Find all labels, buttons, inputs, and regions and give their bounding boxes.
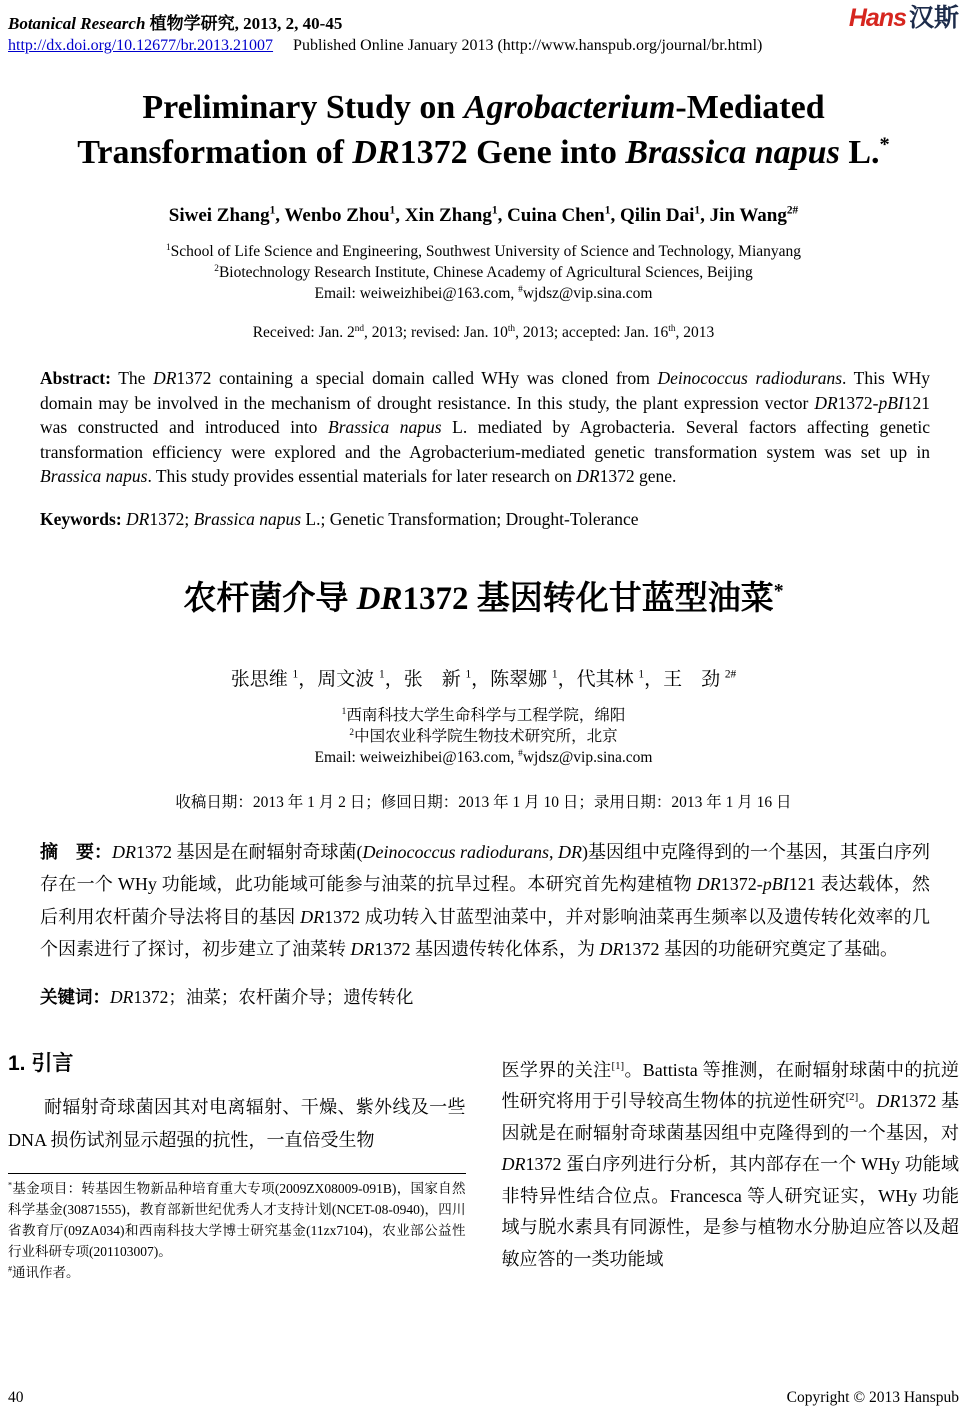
paper-title-zh: 农杆菌介导 DR1372 基因转化甘蓝型油菜* bbox=[183, 579, 784, 617]
published-online-text: Published Online January 2013 (http://www.hanspub.org/journal/br.html) bbox=[293, 37, 763, 54]
journal-header bbox=[8, 6, 959, 34]
intro-paragraph-continued: 医学界的关注[1]。Battista 等推测，在耐辐射球菌中的抗逆性研究将用于引导较高生物体的抗逆性研究[2]。DR1372 基因就是在耐辐射奇球菌基因组中克隆得到的一个基因，对 DR1372 蛋白序列进行分析，其内部存在一个 WHy 功能域非特异性结合位点。Francesca 等人研究证实，WHy 功能域与脱水素具有同源性，是参与植物水分胁迫应答以及超敏应答的一类功能域 bbox=[501, 1059, 960, 1269]
hanspub-logo bbox=[849, 6, 959, 31]
paper-title-en-line1: Preliminary Study on Agrobacterium-Mediated bbox=[142, 89, 825, 126]
intro-paragraph: 耐辐射奇球菌因其对电离辐射、干燥、紫外线及一些 DNA 损伤试剂显示超强的抗性，一直倍受生物 bbox=[8, 1096, 466, 1150]
abstract-zh: 摘 要：DR1372 基因是在耐辐射奇球菌(Deinococcus radiodurans, DR)基因组中克隆得到的一个基因，其蛋白序列存在一个 WHy 功能域，此功能域可能参与油菜的抗旱过程。本研究首先构建植物 DR1372-pBI121 表达载体，然后利用农杆菌介导法将目的基因 DR1372 成功转入甘蓝型油菜中，并对影响油菜再生频率以及遗传转化效率的几个因素进行了探讨，初步建立了油菜转 DR1372 基因遗传转化体系，为 DR1372 基因的功能研究奠定了基础。 bbox=[40, 841, 931, 959]
page-number: 40 bbox=[8, 1389, 24, 1406]
affiliation-zh-2: $^2$中国农业科学院生物技术研究所，北京 bbox=[349, 727, 618, 745]
affiliations-en bbox=[8, 241, 959, 304]
logo-hans-text: Hans bbox=[848, 4, 906, 32]
authors-en: Siwei Zhang$^1$, Wenbo Zhou$^1$, Xin Zhang$^1$, Cuina Chen$^1$, Qilin Dai$^1$, Jin Wang$^{2\#}$ bbox=[168, 204, 799, 226]
logo-hanzi-text: 汉斯 bbox=[908, 4, 959, 32]
copyright-notice: Copyright © 2013 Hanspub bbox=[786, 1389, 959, 1406]
intro-section-heading: 1. 引言 bbox=[8, 1051, 74, 1075]
publication-info-row bbox=[8, 37, 959, 55]
email-line-en: Email: weiweizhibei@163.com, #wjdsz@vip.sina.com bbox=[314, 284, 653, 302]
journal-citation: Botanical Research 植物学研究, 2013, 2, 40-45 bbox=[8, 14, 343, 33]
received-dates-zh: 收稿日期：2013 年 1 月 2 日；修回日期：2013 年 1 月 10 日；录用日期：2013 年 1 月 16 日 bbox=[175, 793, 792, 811]
received-dates-en: Received: Jan. 2nd, 2013; revised: Jan. 10th, 2013; accepted: Jan. 16th, 2013 bbox=[252, 323, 715, 341]
left-column bbox=[8, 1047, 466, 1283]
paper-title-en bbox=[8, 85, 959, 175]
affiliations-zh bbox=[8, 705, 959, 768]
affiliation-zh-1: $^1$西南科技大学生命科学与工程学院，绵阳 bbox=[341, 706, 626, 724]
footnotes bbox=[8, 1173, 466, 1283]
right-column bbox=[502, 1047, 960, 1283]
footnote-divider bbox=[8, 1173, 466, 1174]
affiliation-en-2: $^2$Biotechnology Research Institute, Chinese Academy of Agricultural Sciences, Beijing bbox=[214, 263, 753, 281]
paper-title-en-line2: Transformation of DR1372 Gene into Brassica napus L.* bbox=[77, 133, 890, 171]
affiliation-en-1: $^1$School of Life Science and Engineering, Southwest University of Science and Technology, Mianyang bbox=[165, 242, 802, 260]
corresponding-author-footnote: #通讯作者。 bbox=[8, 1264, 80, 1280]
funding-footnote: *基金项目：转基因生物新品种培育重大专项(2009ZX08009-091B)，国家自然科学基金(30871555)，教育部新世纪优秀人才支持计划(NCET-08-0940)，四川省教育厅(09ZA034)和西南科技大学博士研究基金(11zx7104)，农业部公益性行业科研专项(201103007)。 bbox=[8, 1180, 466, 1259]
email-line-zh: Email: weiweizhibei@163.com, #wjdsz@vip.sina.com bbox=[314, 748, 653, 766]
authors-zh: 张思维 $^1$，周文波 $^1$，张 新 $^1$，陈翠娜 $^1$，代其林 $^1$，王 劲 $^{2\#}$ bbox=[230, 668, 737, 690]
body-columns bbox=[8, 1047, 959, 1283]
keywords-zh: 关键词：DR1372；油菜；农杆菌介导；遗传转化 bbox=[40, 986, 414, 1007]
doi-link[interactable]: http://dx.doi.org/10.12677/br.2013.21007 bbox=[8, 37, 274, 54]
keywords-en: Keywords: DR1372; Brassica napus L.; Genetic Transformation; Drought-Tolerance bbox=[40, 508, 639, 529]
abstract-en: Abstract: The DR1372 containing a special domain called WHy was cloned from Deinococcus radiodurans. This WHy domain may be involved in the mechanism of drought resistance. In this study, the plant expression vector DR1372-pBI121 was constructed and introduced into Brassica napus L. mediated by Agrobacteria. Several factors affecting genetic transformation efficiency were explored and the Agrobacterium-mediated genetic transformation system was set up in Brassica napus. This study provides essential materials for later research on DR1372 gene. bbox=[40, 368, 930, 486]
page-footer bbox=[8, 1389, 959, 1407]
